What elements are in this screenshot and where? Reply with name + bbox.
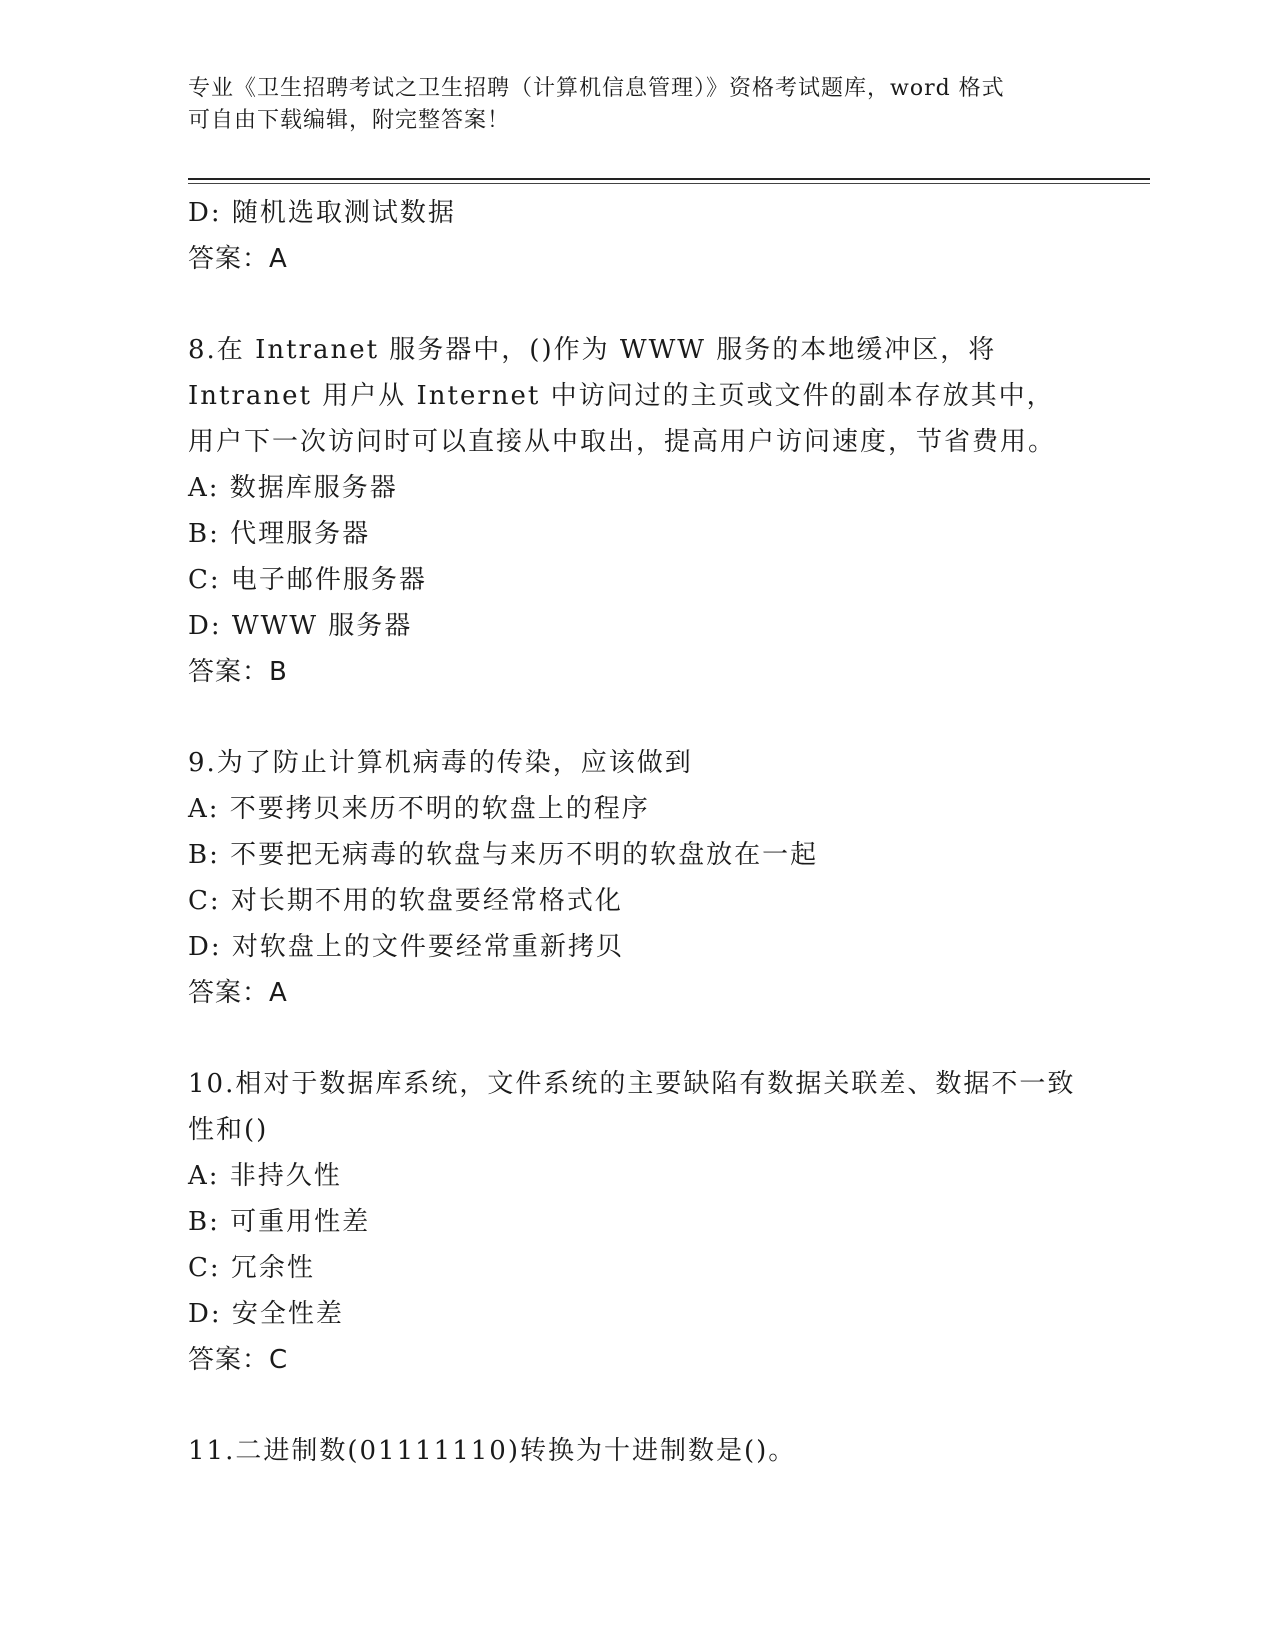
q8-option-c: C: 电子邮件服务器 xyxy=(188,565,427,595)
header-divider xyxy=(188,178,1150,180)
q7-answer: 答案：A xyxy=(188,244,288,274)
header-divider-thin xyxy=(188,183,1150,184)
q8-option-b: B: 代理服务器 xyxy=(188,519,371,549)
q10-option-b: B: 可重用性差 xyxy=(188,1207,371,1237)
q10-text: 10.相对于数据库系统，文件系统的主要缺陷有数据关联差、数据不一致性和() xyxy=(188,1069,1076,1145)
header-line-1: 专业《卫生招聘考试之卫生招聘（计算机信息管理）》资格考试题库，word 格式 xyxy=(188,76,1005,101)
question-9 xyxy=(188,740,1088,1016)
q9-option-a: A: 不要拷贝来历不明的软盘上的程序 xyxy=(188,794,650,824)
q8-option-a: A: 数据库服务器 xyxy=(188,473,398,503)
question-10 xyxy=(188,1061,1088,1383)
q9-text: 9.为了防止计算机病毒的传染，应该做到 xyxy=(188,748,693,778)
q8-text: 8.在 Intranet 服务器中，()作为 WWW 服务的本地缓冲区，将 Intranet 用户从 Internet 中访问过的主页或文件的副本存放其中，用户下一次访问时可以直接从中取出，提高用户访问速度，节省费用。 xyxy=(188,335,1057,457)
q9-option-d: D: 对软盘上的文件要经常重新拷贝 xyxy=(188,932,624,962)
q11-text: 11.二进制数(01111110)转换为十进制数是()。 xyxy=(188,1436,797,1466)
q9-option-b: B: 不要把无病毒的软盘与来历不明的软盘放在一起 xyxy=(188,840,819,870)
question-7-tail xyxy=(188,190,1088,282)
q10-option-a: A: 非持久性 xyxy=(188,1161,342,1191)
q7-option-d: D: 随机选取测试数据 xyxy=(188,198,456,228)
q9-answer: 答案：A xyxy=(188,978,288,1008)
q10-option-d: D: 安全性差 xyxy=(188,1299,344,1329)
q9-option-c: C: 对长期不用的软盘要经常格式化 xyxy=(188,886,623,916)
document-header xyxy=(188,73,1068,137)
header-line-2: 可自由下载编辑，附完整答案！ xyxy=(188,108,511,133)
q10-answer: 答案：C xyxy=(188,1345,289,1375)
q8-option-d: D: WWW 服务器 xyxy=(188,611,413,641)
q10-option-c: C: 冗余性 xyxy=(188,1253,315,1283)
q8-answer: 答案：B xyxy=(188,657,288,687)
question-11 xyxy=(188,1428,1088,1474)
question-8 xyxy=(188,327,1088,695)
question-content xyxy=(188,190,1088,1474)
